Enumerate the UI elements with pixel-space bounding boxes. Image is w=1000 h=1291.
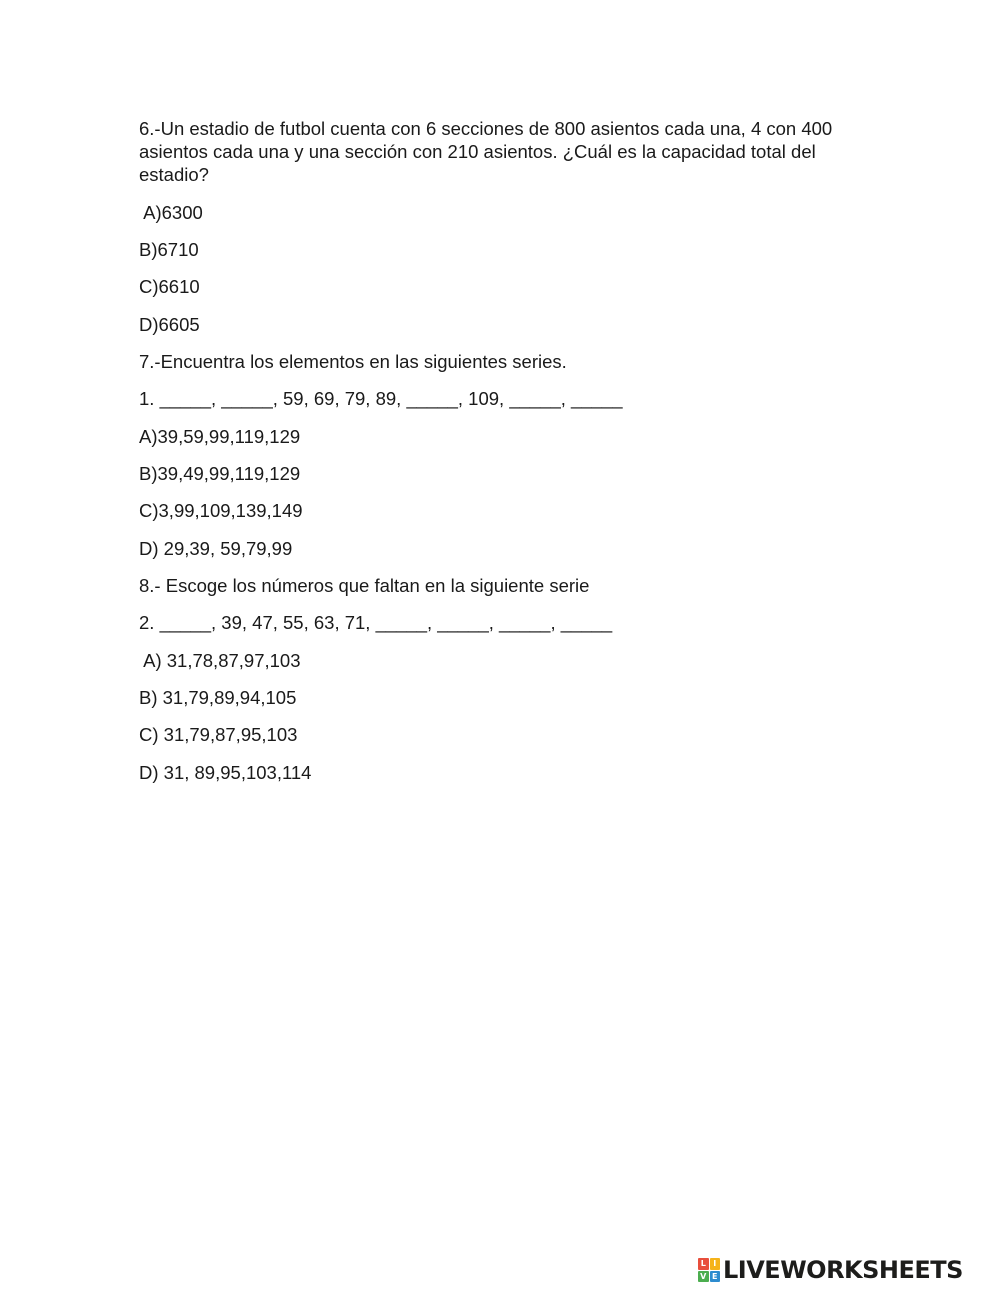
question-8-prompt: 8.- Escoge los números que faltan en la siguiente serie [139,575,590,596]
question-8-option-c[interactable]: C) 31,79,87,95,103 [139,724,298,745]
question-7-option-c[interactable]: C)3,99,109,139,149 [139,500,303,521]
logo-mark-letter: E [710,1271,721,1283]
question-8-option-b[interactable]: B) 31,79,89,94,105 [139,687,297,708]
logo-mark-letter: I [710,1258,721,1270]
liveworksheets-mark-icon [698,1258,720,1282]
logo-text: LIVEWORKSHEETS [723,1256,963,1284]
question-7-prompt: 7.-Encuentra los elementos en las siguientes series. [139,351,567,372]
question-7-option-a[interactable]: A)39,59,99,119,129 [139,426,301,447]
question-7-series: 1. _____, _____, 59, 69, 79, 89, _____, 109, _____, _____ [139,388,623,409]
question-7-option-d[interactable]: D) 29,39, 59,79,99 [139,538,293,559]
liveworksheets-logo [698,1255,994,1285]
question-6-line-2: asientos cada una y una sección con 210 asientos. ¿Cuál es la capacidad total del [139,141,816,162]
question-6-option-d[interactable]: D)6605 [139,314,200,335]
question-8-series: 2. _____, 39, 47, 55, 63, 71, _____, _____, _____, _____ [139,612,613,633]
question-8-option-a[interactable]: A) 31,78,87,97,103 [139,650,301,671]
question-6-option-c[interactable]: C)6610 [139,276,200,297]
question-6-line-3: estadio? [139,164,209,185]
question-8-option-d[interactable]: D) 31, 89,95,103,114 [139,762,312,783]
question-6-option-a[interactable]: A)6300 [139,202,203,223]
logo-mark-letter: V [698,1271,709,1283]
question-6-text [139,117,864,186]
question-6-option-b[interactable]: B)6710 [139,239,199,260]
question-6-line-1: 6.-Un estadio de futbol cuenta con 6 secciones de 800 asientos cada una, 4 con 400 [139,118,833,139]
question-7-option-b[interactable]: B)39,49,99,119,129 [139,463,301,484]
logo-mark-letter: L [698,1258,709,1270]
